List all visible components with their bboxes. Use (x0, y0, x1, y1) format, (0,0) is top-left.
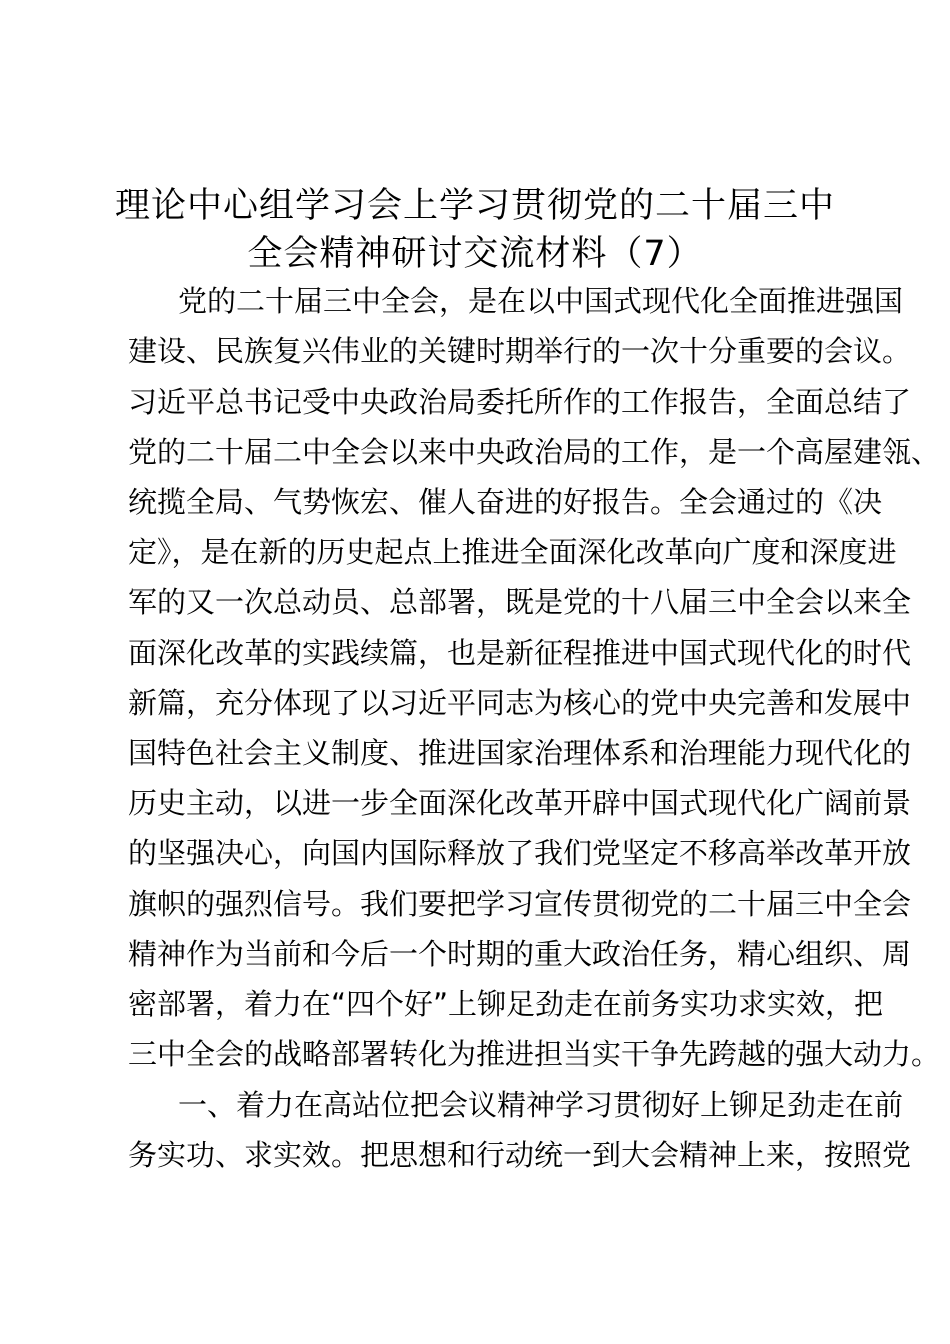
paragraph-2-line: 一、着力在高站位把会议精神学习贯彻好上铆足劲走在前 (178, 1088, 904, 1122)
paragraph-1-line: 党的二十届二中全会以来中央政治局的工作，是一个高屋建瓴、 (128, 435, 941, 469)
paragraph-1-line: 国特色社会主义制度、推进国家治理体系和治理能力现代化的 (128, 736, 912, 770)
paragraph-1-line: 党的二十届三中全会，是在以中国式现代化全面推进强国 (178, 284, 904, 318)
paragraph-1-line: 三中全会的战略部署转化为推进担当实干争先跨越的强大动力。 (128, 1037, 941, 1071)
paragraph-1-line: 统揽全局、气势恢宏、催人奋进的好报告。全会通过的《决 (128, 485, 883, 519)
paragraph-1-line: 旗帜的强烈信号。我们要把学习宣传贯彻党的二十届三中全会 (128, 887, 912, 921)
paragraph-1-line: 面深化改革的实践续篇，也是新征程推进中国式现代化的时代 (128, 636, 912, 670)
paragraph-1-line: 的坚强决心，向国内国际释放了我们党坚定不移高举改革开放 (128, 836, 912, 870)
paragraph-1-line: 建设、民族复兴伟业的关键时期举行的一次十分重要的会议。 (128, 334, 912, 368)
paragraph-1-line: 军的又一次总动员、总部署，既是党的十八届三中全会以来全 (128, 585, 912, 619)
paragraph-1-line: 精神作为当前和今后一个时期的重大政治任务，精心组织、周 (128, 937, 912, 971)
paragraph-1-line: 历史主动，以进一步全面深化改革开辟中国式现代化广阔前景 (128, 786, 912, 820)
document-title-line-2: 全会精神研讨交流材料（7） (247, 234, 703, 274)
paragraph-1-line: 新篇，充分体现了以习近平同志为核心的党中央完善和发展中 (128, 686, 912, 720)
paragraph-2-line: 务实功、求实效。把思想和行动统一到大会精神上来，按照党 (128, 1138, 912, 1172)
paragraph-1-line: 定》，是在新的历史起点上推进全面深化改革向广度和深度进 (128, 535, 897, 569)
paragraph-1-line: 习近平总书记受中央政治局委托所作的工作报告，全面总结了 (128, 385, 912, 419)
paragraph-1-line: 密部署，着力在“四个好”上铆足劲走在前务实功求实效，把 (128, 987, 884, 1021)
document-title-line-1: 理论中心组学习会上学习贯彻党的二十届三中 (114, 186, 835, 226)
